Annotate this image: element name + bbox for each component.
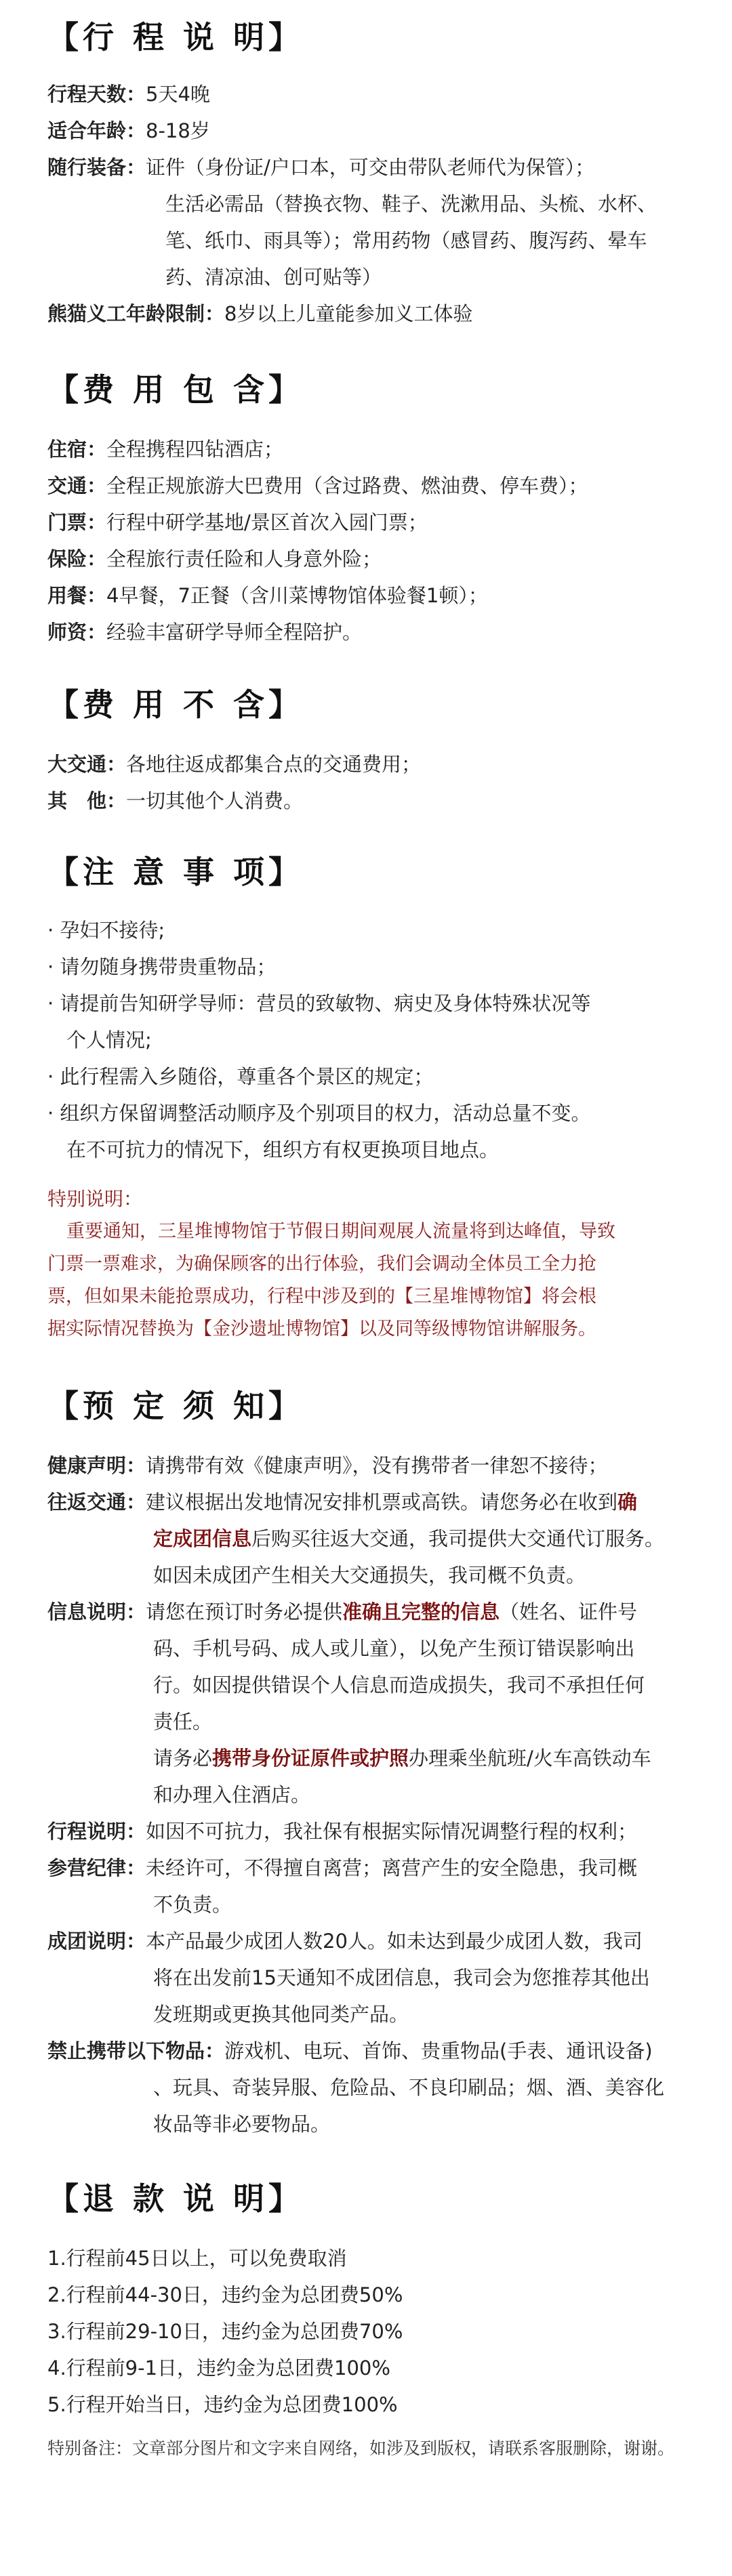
transport-value	[146, 1484, 698, 1520]
age-row	[47, 112, 698, 149]
age-value: 8-18岁	[146, 119, 210, 142]
discipline-row	[47, 1850, 698, 1886]
included-item-label: 师资：	[47, 621, 107, 644]
notes-bullet: · 孕妇不接待;	[47, 919, 165, 942]
itinerary-title: 【行 程 说 明】	[47, 19, 304, 56]
transport-line: 如因未成团产生相关大交通损失，我司概不负责。	[153, 1564, 586, 1587]
notes-bullet: · 此行程需入乡随俗，尊重各个景区的规定；	[47, 1065, 434, 1088]
forbid-line: 、玩具、奇装异服、危险品、不良印刷品；烟、酒、美容化	[153, 2076, 665, 2099]
days-value: 5天4晚	[146, 83, 210, 106]
included-item-label: 用餐：	[47, 584, 107, 607]
info-highlight: 准确且完整的信息	[342, 1600, 500, 1623]
info-text: 办理乘坐航班/火车高铁动车	[409, 1747, 651, 1770]
notes-title: 【注 意 事 项】	[47, 854, 304, 890]
included-item-label: 交通：	[47, 474, 107, 497]
special-line: 据实际情况替换为【金沙遗址博物馆】以及同等级博物馆讲解服务。	[47, 1318, 596, 1339]
info-line: 和办理入住酒店。	[153, 1783, 311, 1806]
info-line: 码、手机号码、成人或儿童），以免产生预订错误影响出	[153, 1637, 635, 1660]
gear-row	[47, 149, 698, 186]
included-item	[47, 431, 698, 468]
forbid-row	[47, 2033, 698, 2069]
transport-row	[47, 1484, 698, 1520]
included-title: 【费 用 包 含】	[47, 371, 304, 408]
discipline-value: 未经许可，不得擅自离营；离营产生的安全隐患，我司概	[146, 1856, 638, 1879]
discipline-label: 参营纪律：	[47, 1856, 146, 1879]
info-highlight: 携带身份证原件或护照	[212, 1747, 409, 1770]
health-row	[47, 1447, 698, 1484]
gear-line-1: 证件（身份证/户口本，可交由带队老师代为保管）；	[146, 156, 595, 179]
info-text: 请您在预订时务必提供	[146, 1600, 343, 1623]
included-item-label: 保险：	[47, 547, 107, 570]
days-row	[47, 76, 698, 112]
volunteer-row	[47, 295, 698, 332]
volunteer-label: 熊猫义工年龄限制：	[47, 302, 225, 325]
excluded-item-label: 其 他：	[47, 789, 127, 812]
special-line: 票，但如果未能抢票成功，行程中涉及到的【三星堆博物馆】将会根	[47, 1286, 596, 1307]
transport-label: 往返交通：	[47, 1491, 146, 1514]
age-label: 适合年龄：	[47, 119, 146, 142]
itin-row	[47, 1813, 698, 1850]
refund-item: 2.行程前44-30日，违约金为总团费50%	[47, 2283, 403, 2306]
info-row	[47, 1594, 698, 1630]
notes-section	[47, 848, 698, 1346]
refund-item: 3.行程前29-10日，违约金为总团费70%	[47, 2320, 403, 2343]
included-item-value: 全程旅行责任险和人身意外险；	[106, 547, 382, 570]
forbid-value: 游戏机、电玩、首饰、贵重物品(手表、通讯设备)	[224, 2039, 653, 2062]
volunteer-value: 8岁以上儿童能参加义工体验	[224, 302, 473, 325]
included-item	[47, 504, 698, 541]
transport-text: 建议根据出发地情况安排机票或高铁。请您务必在收到	[146, 1491, 618, 1514]
excluded-item-value: 各地往返成都集合点的交通费用；	[126, 753, 422, 776]
refund-item: 4.行程前9-1日，违约金为总团费100%	[47, 2356, 390, 2380]
notes-bullet: · 组织方保留调整活动顺序及个别项目的权力，活动总量不变。	[47, 1102, 591, 1125]
special-line: 门票一票难求，为确保顾客的出行体验，我们会调动全体员工全力抢	[47, 1253, 596, 1274]
excluded-item	[47, 783, 698, 819]
excluded-item-value: 一切其他个人消费。	[126, 789, 304, 812]
refund-item: 5.行程开始当日，违约金为总团费100%	[47, 2393, 398, 2416]
included-item-value: 全程携程四钻酒店；	[106, 438, 284, 461]
excluded-title: 【费 用 不 含】	[47, 686, 304, 723]
refund-item: 1.行程前45日以上，可以免费取消	[47, 2247, 347, 2270]
group-value: 本产品最少成团人数20人。如未达到最少成团人数，我司	[146, 1930, 643, 1953]
info-value	[146, 1594, 698, 1630]
footnote: 特别备注：文章部分图片和文字来自网络，如涉及到版权，请联系客服删除，谢谢。	[47, 2438, 675, 2458]
notes-bullet: · 请提前告知研学导师：营员的致敏物、病史及身体特殊状况等	[47, 992, 591, 1015]
included-item-value: 行程中研学基地/景区首次入园门票；	[106, 511, 428, 534]
group-line: 发班期或更换其他同类产品。	[153, 2003, 409, 2026]
forbid-line: 妆品等非必要物品。	[153, 2113, 331, 2136]
days-label: 行程天数：	[47, 83, 146, 106]
group-row	[47, 1923, 698, 1959]
refund-title: 【退 款 说 明】	[47, 2180, 304, 2217]
gear-line-2: 生活必需品（替换衣物、鞋子、洗漱用品、头梳、水杯、	[165, 192, 657, 215]
excluded-item-label: 大交通：	[47, 753, 127, 776]
included-item-value: 全程正规旅游大巴费用（含过路费、燃油费、停车费）；	[106, 474, 588, 497]
info-line	[47, 1740, 698, 1777]
excluded-section	[47, 681, 698, 819]
transport-line	[47, 1520, 698, 1557]
gear-label: 随行装备：	[47, 156, 146, 179]
included-item	[47, 614, 698, 650]
info-text: （姓名、证件号	[500, 1600, 638, 1623]
info-line: 责任。	[153, 1710, 213, 1733]
included-item	[47, 577, 698, 614]
itinerary-section	[47, 14, 698, 332]
group-line: 将在出发前15天通知不成团信息，我司会为您推荐其他出	[153, 1966, 650, 1989]
included-item	[47, 541, 698, 577]
included-item-value: 经验丰富研学导师全程陪护。	[106, 621, 363, 644]
forbid-label: 禁止携带以下物品：	[47, 2039, 225, 2062]
notes-bullet-cont: 在不可抗力的情况下，组织方有权更换项目地点。	[66, 1138, 500, 1161]
itin-value: 如因不可抗力，我社保有根据实际情况调整行程的权利；	[146, 1820, 638, 1843]
special-line: 重要通知，三星堆博物馆于节假日期间观展人流量将到达峰值，导致	[66, 1221, 615, 1242]
group-label: 成团说明：	[47, 1930, 146, 1953]
info-label: 信息说明：	[47, 1600, 146, 1623]
booking-section	[47, 1382, 698, 2142]
info-text: 请务必	[153, 1747, 213, 1770]
notes-bullet: · 请勿随身携带贵重物品；	[47, 955, 277, 978]
itin-label: 行程说明：	[47, 1820, 146, 1843]
transport-highlight: 定成团信息	[153, 1527, 252, 1550]
health-value: 请携带有效《健康声明》，没有携带者一律恕不接待；	[146, 1454, 608, 1477]
info-line: 行。如因提供错误个人信息而造成损失，我司不承担任何	[153, 1674, 645, 1697]
health-label: 健康声明：	[47, 1454, 146, 1477]
special-title: 特别说明：	[47, 1188, 143, 1210]
included-item-value: 4早餐，7正餐（含川菜博物馆体验餐1顿）；	[106, 584, 488, 607]
gear-line-3: 笔、纸巾、雨具等）；常用药物（感冒药、腹泻药、晕车	[165, 229, 647, 252]
refund-section	[47, 2175, 698, 2459]
included-item-label: 门票：	[47, 511, 107, 534]
gear-line-4: 药、清凉油、创可贴等）	[165, 266, 382, 289]
transport-text: 后购买往返大交通，我司提供大交通代订服务。	[251, 1527, 665, 1550]
notes-bullet-cont: 个人情况;	[66, 1029, 152, 1052]
included-item	[47, 468, 698, 504]
booking-title: 【预 定 须 知】	[47, 1388, 304, 1424]
included-item-label: 住宿：	[47, 438, 107, 461]
transport-highlight: 确	[617, 1491, 638, 1514]
discipline-line: 不负责。	[153, 1893, 232, 1916]
excluded-item	[47, 746, 698, 783]
included-section	[47, 366, 698, 650]
